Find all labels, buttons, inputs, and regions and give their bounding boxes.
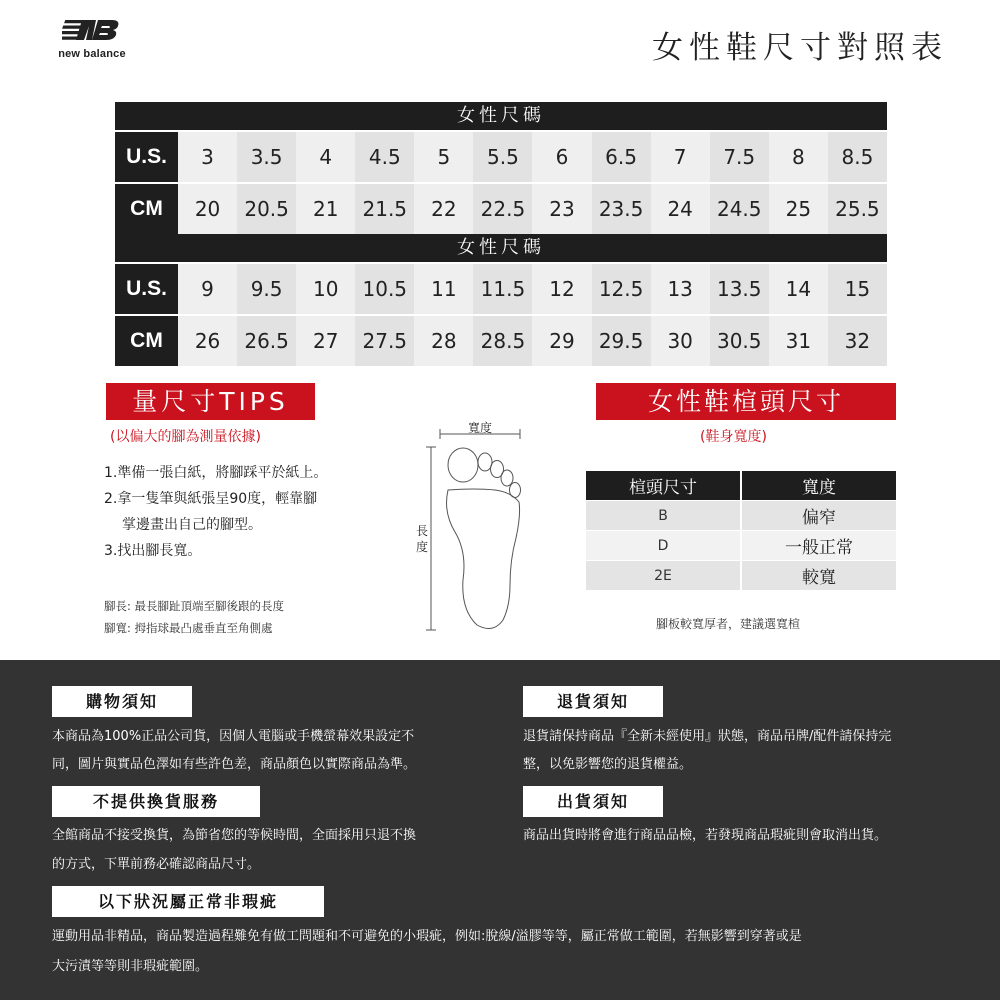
size-cell: 4 (319, 145, 333, 169)
size-table-1 (115, 102, 887, 234)
return-notice-line: 整，以免影響您的退貨權益。 (523, 757, 693, 772)
size-cell: 24 (667, 197, 693, 221)
tips-step-2: 2.拿一隻筆與紙張呈90度，輕靠腳 (104, 491, 318, 507)
width-table (586, 471, 896, 591)
defect-notice-line: 大污漬等等則非瑕疵範圍。 (52, 959, 209, 974)
size-cell: 3 (201, 145, 214, 169)
note-width: 腳寬: 拇指球最凸處垂直至角側處 (104, 621, 273, 635)
cm-label: CM (115, 184, 178, 234)
tips-step-1: 1.準備一張白紙，將腳踩平於紙上。 (104, 465, 328, 481)
size-cell: 10 (312, 277, 339, 301)
size-cell: 28.5 (473, 316, 532, 366)
size-cell: 20 (194, 197, 221, 221)
size-cell: 5 (437, 145, 451, 169)
size-cell: 31 (785, 329, 812, 353)
size-cell: 26.5 (237, 316, 296, 366)
page-title: 女性鞋尺寸對照表 (652, 30, 948, 66)
size-cell: 30 (667, 329, 693, 353)
size-cell: 12 (549, 277, 575, 301)
size-cell: 14 (785, 277, 812, 301)
size-cell: 23 (549, 197, 575, 221)
size-cell: 8.5 (828, 132, 887, 182)
size-cell: 29.5 (592, 316, 651, 366)
brand-text: new balance (58, 48, 126, 60)
width-desc-cell: 偏窄 (742, 501, 896, 530)
shopping-notice-title: 購物須知 (52, 686, 192, 717)
width-table-row (586, 561, 896, 590)
size-cell: 5.5 (473, 132, 532, 182)
length-label: 長度 (415, 524, 428, 554)
size-cell: 9.5 (237, 264, 296, 314)
no-exchange-line: 全館商品不接受換貨，為節省您的等候時間，全面採用只退不換 (52, 828, 417, 843)
size-cell: 7 (673, 145, 687, 169)
brand-logo (52, 18, 128, 62)
size-cell: 27 (312, 329, 339, 353)
defect-notice-line: 運動用品非精品，商品製造過程難免有做工問題和不可避免的小瑕疵，例如:脫線/溢膠等等，屬正常做工範圍，若無影響到穿著或是 (52, 929, 802, 944)
width-col-width: 寬度 (742, 471, 896, 500)
size-cell: 24.5 (710, 184, 769, 234)
size-cell: 25 (785, 197, 812, 221)
us-label: U.S. (115, 264, 178, 314)
width-table-row (586, 531, 896, 560)
shopping-notice-line: 本商品為100%正品公司貨，因個人電腦或手機螢幕效果設定不 (52, 729, 415, 744)
width-subtitle: (鞋身寬度) (700, 429, 767, 445)
size-cell: 11.5 (473, 264, 532, 314)
width-col-size: 楦頭尺寸 (586, 471, 740, 500)
size-cell: 22.5 (473, 184, 532, 234)
us-size-row (115, 264, 887, 314)
size-cell: 13.5 (710, 264, 769, 314)
size-cell: 6.5 (592, 132, 651, 182)
size-cell: 10.5 (355, 264, 414, 314)
wide-foot-note: 腳板較寬厚者，建議選寬楦 (656, 617, 801, 631)
shipping-notice-title: 出貨須知 (523, 786, 663, 817)
size-cell: 22 (431, 197, 457, 221)
defect-notice-title: 以下狀況屬正常非瑕疵 (52, 886, 324, 917)
size-cell: 20.5 (237, 184, 296, 234)
tips-subtitle: (以偏大的腳為測量依據) (110, 429, 261, 445)
foot-diagram (415, 420, 550, 635)
width-table-header (586, 471, 896, 500)
size-cell: 25.5 (828, 184, 887, 234)
foot-outline-icon (415, 420, 550, 635)
cm-label: CM (115, 316, 178, 366)
size-cell: 21.5 (355, 184, 414, 234)
measure-notes (104, 595, 284, 639)
size-cell: 3.5 (237, 132, 296, 182)
width-title: 女性鞋楦頭尺寸 (596, 383, 896, 420)
tips-title: 量尺寸TIPS (106, 383, 315, 420)
size-cell: 21 (312, 197, 339, 221)
size-cell: 28 (431, 329, 457, 353)
return-notice-line: 退貨請保持商品『全新未經使用』狀態，商品吊牌/配件請保持完 (523, 729, 892, 744)
width-label: 寬度 (468, 421, 493, 435)
size-cell: 23.5 (592, 184, 651, 234)
note-length: 腳長: 最長腳趾頂端至腳後跟的長度 (104, 599, 285, 613)
cm-size-row (115, 184, 887, 234)
cm-size-row (115, 316, 887, 366)
size-cell: 6 (555, 145, 569, 169)
size-cell: 13 (667, 277, 693, 301)
notice-section (0, 660, 1000, 1000)
width-desc-cell: 一般正常 (742, 531, 896, 560)
no-exchange-title: 不提供換貨服務 (52, 786, 260, 817)
tips-step-2-cont: 掌邊畫出自己的腳型。 (122, 517, 262, 533)
width-size-cell: 2E (586, 561, 740, 590)
size-table-band: 女性尺碼 (115, 102, 887, 130)
width-size-cell: B (586, 501, 740, 530)
shopping-notice-line: 同，圖片與實品色澤如有些許色差，商品顏色以實際商品為準。 (52, 757, 417, 772)
us-size-row (115, 132, 887, 182)
size-cell: 9 (201, 277, 214, 301)
size-cell: 8 (791, 145, 805, 169)
width-table-row (586, 501, 896, 530)
shipping-notice-line: 商品出貨時將會進行商品品檢，若發現商品瑕疵則會取消出貨。 (523, 828, 888, 843)
no-exchange-line: 的方式，下單前務必確認商品尺寸。 (52, 857, 261, 872)
size-cell: 30.5 (710, 316, 769, 366)
width-size-cell: D (586, 531, 740, 560)
tips-step-3: 3.找出腳長寬。 (104, 543, 202, 559)
width-desc-cell: 較寬 (742, 561, 896, 590)
size-table-band: 女性尺碼 (115, 234, 887, 262)
size-cell: 27.5 (355, 316, 414, 366)
tips-steps (104, 460, 404, 564)
size-cell: 29 (549, 329, 575, 353)
size-table-2 (115, 234, 887, 366)
size-cell: 11 (431, 277, 457, 301)
size-cell: 4.5 (355, 132, 414, 182)
size-cell: 12.5 (592, 264, 651, 314)
size-cell: 32 (828, 316, 887, 366)
size-cell: 7.5 (710, 132, 769, 182)
new-balance-nb-icon (62, 18, 122, 46)
size-cell: 15 (828, 264, 887, 314)
size-cell: 26 (194, 329, 221, 353)
return-notice-title: 退貨須知 (523, 686, 663, 717)
us-label: U.S. (115, 132, 178, 182)
